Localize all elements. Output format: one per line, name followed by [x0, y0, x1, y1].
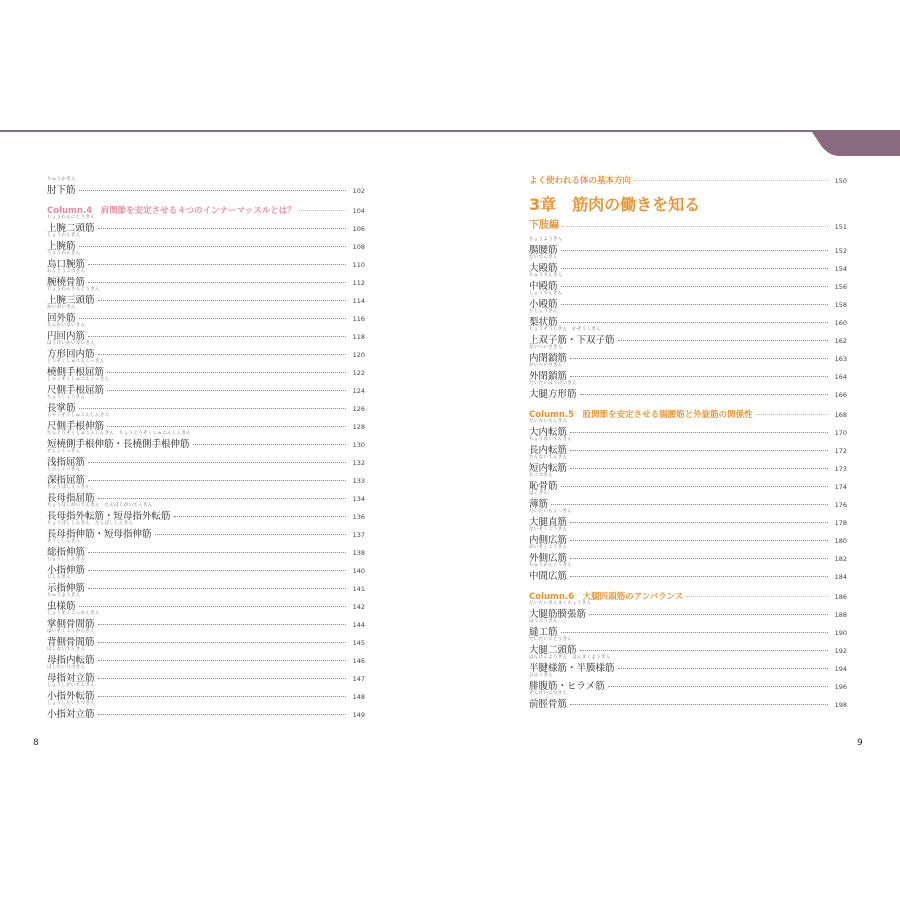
toc-entry[interactable] — [47, 360, 365, 378]
dot-leader — [98, 660, 346, 661]
toc-column-entry[interactable] — [529, 400, 847, 420]
toc-entry[interactable] — [47, 666, 365, 684]
entry-page-number: 148 — [352, 692, 365, 701]
toc-entry[interactable] — [47, 234, 365, 252]
furigana: ちょうぼしくっきん — [47, 485, 91, 490]
entry-title: 大腿二頭筋 — [529, 644, 577, 656]
toc-entry[interactable] — [47, 612, 365, 630]
dot-leader — [88, 264, 346, 265]
dot-leader — [79, 606, 346, 607]
toc-entry[interactable] — [47, 450, 365, 468]
toc-entry[interactable] — [529, 638, 847, 656]
entry-page-number: 141 — [352, 584, 365, 593]
entry-page-number: 140 — [352, 566, 365, 575]
entry-page-number: 170 — [834, 428, 847, 437]
entry-page-number: 138 — [352, 548, 365, 557]
dot-leader — [79, 246, 346, 247]
entry-page-number: 152 — [834, 246, 847, 255]
furigana: だいたいほうけいきん — [529, 381, 577, 386]
furigana: ちょうないてんきん — [529, 437, 573, 442]
furigana: しょうししんきん — [47, 557, 86, 562]
entry-title: 母指内転筋 — [47, 654, 95, 666]
entry-page-number: 149 — [352, 710, 365, 719]
entry-title: 浅指屈筋 — [47, 456, 86, 468]
toc-entry[interactable] — [529, 346, 847, 364]
dot-leader — [589, 614, 828, 615]
entry-title: 上腕三頭筋 — [47, 294, 95, 306]
furigana: はいそくこっかんきん — [47, 629, 95, 634]
furigana: がいそくこうきん — [529, 545, 568, 550]
toc-entry[interactable] — [47, 540, 365, 558]
furigana: ちょうぼししんきん たんぼししんきん — [47, 521, 134, 526]
toc-entry[interactable] — [47, 576, 365, 594]
entry-page-number: 180 — [834, 536, 847, 545]
entry-title: 大腿方形筋 — [529, 388, 577, 400]
toc-entry[interactable] — [47, 594, 365, 612]
toc-entry[interactable] — [47, 504, 365, 522]
toc-entry[interactable] — [529, 492, 847, 510]
furigana: ちょうぼしがいてんきん たんぼしがいてんきん — [47, 503, 153, 508]
entry-title: 短橈側手根伸筋・長橈側手根伸筋 — [47, 438, 190, 450]
dot-leader — [107, 426, 346, 427]
dot-leader — [88, 552, 346, 553]
entry-page-number: 120 — [352, 350, 365, 359]
toc-entry[interactable] — [47, 342, 365, 360]
dot-leader — [88, 462, 346, 463]
entry-title: 尺側手根屈筋 — [47, 384, 105, 396]
entry-page-number: 166 — [834, 390, 847, 399]
dot-leader — [686, 596, 828, 597]
toc-entry[interactable] — [47, 288, 365, 306]
entry-page-number: 156 — [834, 282, 847, 291]
entry-title: 尺側手根伸筋 — [47, 420, 105, 432]
entry-page-number: 142 — [352, 602, 365, 611]
dot-leader — [608, 686, 828, 687]
furigana: ないへいさきん — [529, 345, 563, 350]
furigana: だいないてんきん — [529, 419, 568, 424]
entry-title: 中殿筋 — [529, 280, 558, 292]
furigana: えんかいないきん — [47, 323, 86, 328]
entry-page-number: 104 — [352, 206, 365, 215]
dot-leader — [561, 304, 828, 305]
toc-entry[interactable] — [47, 630, 365, 648]
toc-entry[interactable] — [529, 456, 847, 474]
toc-entry[interactable] — [529, 564, 847, 582]
toc-entry[interactable] — [529, 546, 847, 564]
entry-title: 長掌筋 — [47, 402, 76, 414]
furigana: しょうしたいりつきん — [47, 701, 95, 706]
toc-entry[interactable] — [529, 692, 847, 710]
dot-leader — [570, 704, 828, 705]
furigana: とうそくしゅこんくっきん — [47, 359, 105, 364]
entry-page-number: 147 — [352, 674, 365, 683]
dot-leader — [570, 558, 828, 559]
dot-leader — [570, 468, 828, 469]
furigana: だいたいちょっきん — [529, 509, 573, 514]
entry-page-number: 114 — [352, 296, 365, 305]
entry-title: 内側広筋 — [529, 534, 568, 546]
dot-leader — [570, 540, 828, 541]
dot-leader — [174, 516, 346, 517]
furigana: ちこつきん — [529, 473, 553, 478]
entry-title: 縫工筋 — [529, 626, 558, 638]
dot-leader — [561, 250, 828, 251]
toc-entry[interactable] — [529, 382, 847, 400]
dot-leader — [580, 650, 828, 651]
furigana: だいでんきん — [529, 255, 558, 260]
dot-leader — [107, 390, 346, 391]
dot-leader — [561, 486, 828, 487]
entry-page-number: 126 — [352, 404, 365, 413]
dot-leader — [618, 340, 828, 341]
toc-entry[interactable] — [47, 306, 365, 324]
dot-leader — [88, 282, 346, 283]
entry-title: 橈側手根屈筋 — [47, 366, 105, 378]
page-number-right: 9 — [857, 738, 863, 748]
furigana: じょうわんさんとうきん — [47, 287, 100, 292]
toc-entry[interactable] — [529, 310, 847, 328]
dot-leader — [561, 268, 828, 269]
entry-page-number: 162 — [834, 336, 847, 345]
dot-leader — [193, 444, 346, 445]
dot-leader — [570, 576, 828, 577]
furigana: しょうしがいてんきん — [47, 683, 95, 688]
entry-title: 梨状筋 — [529, 316, 558, 328]
furigana: ないそくこうきん — [529, 527, 568, 532]
entry-page-number: 192 — [834, 646, 847, 655]
entry-title: 上双子筋・下双子筋 — [529, 334, 615, 346]
entry-page-number: 168 — [834, 410, 847, 419]
entry-title: Column.6 大腿四頭筋のアンバランス — [529, 591, 684, 602]
entry-page-number: 178 — [834, 518, 847, 527]
entry-title: 半腱様筋・半膜様筋 — [529, 662, 615, 674]
furigana: そうししんきん — [47, 539, 81, 544]
toc-entry[interactable] — [47, 468, 365, 486]
entry-page-number: 133 — [352, 476, 365, 485]
furigana: たんないてんきん — [529, 455, 568, 460]
toc-entry[interactable] — [47, 396, 365, 414]
toc-entry[interactable] — [47, 522, 365, 540]
dot-leader — [107, 372, 346, 373]
furigana: ちょうようきん — [529, 237, 563, 242]
entry-title: 肘下筋 — [47, 184, 76, 196]
entry-page-number: 196 — [834, 682, 847, 691]
toc-entry[interactable] — [529, 328, 847, 346]
dot-leader — [561, 286, 828, 287]
toc-entry[interactable] — [529, 420, 847, 438]
toc-entry[interactable] — [529, 528, 847, 546]
furigana: はくきん — [529, 491, 549, 496]
entry-page-number: 172 — [834, 446, 847, 455]
entry-title: 長母指外転筋・短母指外転筋 — [47, 510, 171, 522]
entry-page-number: 146 — [352, 656, 365, 665]
toc-entry[interactable] — [529, 602, 847, 620]
furigana: じょうそうしきん かそうしきん — [529, 327, 601, 332]
toc-entry-body-directions[interactable]: よく使われる体の基本方向 150 — [529, 175, 847, 186]
dot-leader — [88, 480, 346, 481]
furigana: たんとうそくしゅこんしんきん ちょうとうそくしゅこんしんきん — [47, 431, 191, 436]
toc-entry-lower-limb[interactable]: 下肢編 151 — [529, 220, 847, 231]
entry-title: 大殿筋 — [529, 262, 558, 274]
entry-title: 前脛骨筋 — [529, 698, 568, 710]
furigana: ちゅうかんこうきん — [529, 563, 573, 568]
entry-title: 恥骨筋 — [529, 480, 558, 492]
toc-entry[interactable] — [47, 216, 365, 234]
furigana: ぼしたいりつきん — [47, 665, 86, 670]
toc-entry[interactable] — [529, 620, 847, 638]
toc-entry[interactable] — [47, 270, 365, 288]
entry-page-number: 106 — [352, 224, 365, 233]
entry-page-number: 108 — [352, 242, 365, 251]
entry-page-number: 176 — [834, 500, 847, 509]
furigana: うこうわんきん — [47, 251, 81, 256]
dot-leader — [561, 322, 828, 323]
dot-leader — [570, 522, 828, 523]
dot-leader — [618, 668, 828, 669]
furigana: がいへいさきん — [529, 363, 563, 368]
entry-title: 小指伸筋 — [47, 564, 86, 576]
dot-leader — [570, 432, 828, 433]
entry-title: 母指対立筋 — [47, 672, 95, 684]
entry-title: 大内転筋 — [529, 426, 568, 438]
entry-title: 上腕筋 — [47, 240, 76, 252]
dot-leader — [634, 180, 828, 181]
toc-entry[interactable] — [47, 378, 365, 396]
entry-page-number: 122 — [352, 368, 365, 377]
toc-entry[interactable] — [529, 438, 847, 456]
entry-title: 大腿筋膜張筋 — [529, 608, 587, 620]
entry-page-number: 136 — [352, 512, 365, 521]
toc-entry[interactable] — [47, 324, 365, 342]
entry-page-number: 132 — [352, 458, 365, 467]
toc-right-column — [529, 175, 847, 710]
dot-leader — [98, 678, 346, 679]
entry-title: 内閉鎖筋 — [529, 352, 568, 364]
entry-title: 中間広筋 — [529, 570, 568, 582]
toc-right-entries — [529, 238, 847, 710]
toc-entry[interactable] — [529, 474, 847, 492]
entry-page-number: 163 — [834, 354, 847, 363]
furigana: ぼしないてんきん — [47, 647, 86, 652]
toc-column-entry[interactable] — [529, 582, 847, 602]
toc-entry[interactable] — [47, 252, 365, 270]
entry-page-number: 198 — [834, 700, 847, 709]
entry-title: 烏口腕筋 — [47, 258, 86, 270]
entry-title: 虫様筋 — [47, 600, 76, 612]
entry-title: 回外筋 — [47, 312, 76, 324]
dot-leader — [79, 408, 346, 409]
furigana: ちょうしょうきん — [47, 395, 86, 400]
entry-page-number: 144 — [352, 620, 365, 629]
entry-title: 小指対立筋 — [47, 708, 95, 720]
dot-leader — [98, 696, 346, 697]
dot-leader — [562, 226, 828, 227]
dot-leader — [98, 498, 346, 499]
dot-leader — [570, 358, 828, 359]
furigana: せんしくっきん — [47, 449, 81, 454]
dot-leader — [299, 210, 346, 211]
entry-title: 薄筋 — [529, 498, 549, 510]
toc-entry[interactable] — [47, 178, 365, 196]
entry-page-number: 174 — [834, 482, 847, 491]
entry-page-number: 130 — [352, 440, 365, 449]
toc-entry[interactable] — [529, 674, 847, 692]
furigana: わんとうこつきん — [47, 269, 86, 274]
entry-page-number: 164 — [834, 372, 847, 381]
entry-title: 小殿筋 — [529, 298, 558, 310]
entry-title: 腓腹筋・ヒラメ筋 — [529, 680, 605, 692]
entry-title: 掌側骨間筋 — [47, 618, 95, 630]
furigana: りゅうかきん — [47, 177, 76, 182]
entry-page-number: 137 — [352, 530, 365, 539]
entry-title: 円回内筋 — [47, 330, 86, 342]
dot-leader — [98, 228, 346, 229]
furigana: だいたいきんまくちょうきん — [529, 601, 592, 606]
dot-leader — [79, 318, 346, 319]
entry-page-number: 190 — [834, 628, 847, 637]
furigana: ほうこうきん — [529, 619, 558, 624]
entry-title: 方形回内筋 — [47, 348, 95, 360]
toc-entry[interactable] — [529, 292, 847, 310]
entry-page-number: 160 — [834, 318, 847, 327]
entry-page-number: 124 — [352, 386, 365, 395]
dot-leader — [88, 570, 346, 571]
entry-title: 背側骨間筋 — [47, 636, 95, 648]
furigana: しょうでんきん — [529, 291, 563, 296]
entry-page-number: 145 — [352, 638, 365, 647]
dot-leader — [570, 376, 828, 377]
entry-page-number: 184 — [834, 572, 847, 581]
toc-entry[interactable] — [529, 256, 847, 274]
furigana: しゃくそくしゅこんしんきん — [47, 413, 110, 418]
dot-leader — [98, 624, 346, 625]
dot-leader — [98, 300, 346, 301]
entry-page-number: 102 — [352, 186, 365, 195]
toc-entry[interactable] — [47, 648, 365, 666]
entry-title: 外閉鎖筋 — [529, 370, 568, 382]
furigana: しょうそくこっかんきん — [47, 611, 100, 616]
entry-title: 長内転筋 — [529, 444, 568, 456]
entry-page-number: 188 — [834, 610, 847, 619]
entry-title: Column.5 股関節を安定させる腸腰筋と外旋筋の関係性 — [529, 409, 753, 420]
dot-leader — [756, 414, 828, 415]
furigana: りじょうきん — [529, 309, 558, 314]
toc-entry[interactable] — [47, 558, 365, 576]
entry-page-number: 110 — [352, 260, 365, 269]
furigana: じょうわんにとうきん — [47, 215, 95, 220]
dot-leader — [155, 534, 346, 535]
furigana: ぜんけいこつきん — [529, 691, 568, 696]
entry-title: 短内転筋 — [529, 462, 568, 474]
toc-entry[interactable] — [529, 364, 847, 382]
entry-page-number: 182 — [834, 554, 847, 563]
entry-page-number: 112 — [352, 278, 365, 287]
entry-page-number: 118 — [352, 332, 365, 341]
furigana: じょうわんきん — [47, 233, 81, 238]
dot-leader — [551, 504, 828, 505]
entry-title: 上腕二頭筋 — [47, 222, 95, 234]
entry-page-number: 134 — [352, 494, 365, 503]
furigana: ちゅうようきん — [47, 593, 81, 598]
entry-page-number: 173 — [834, 464, 847, 473]
dot-leader — [98, 642, 346, 643]
entry-title: 腸腰筋 — [529, 244, 558, 256]
entry-title: 大腿直筋 — [529, 516, 568, 528]
dot-leader — [88, 588, 346, 589]
page-number-left: 8 — [33, 738, 39, 748]
furigana: しんしくっきん — [47, 467, 81, 472]
entry-title: 長母指屈筋 — [47, 492, 95, 504]
entry-title: Column.4 肩関節を安定させる４つのインナーマッスルとは？ — [47, 205, 296, 216]
furigana: だいたいにとうきん — [529, 637, 573, 642]
entry-title: 総指伸筋 — [47, 546, 86, 558]
toc-entry[interactable] — [47, 684, 365, 702]
toc-entry[interactable] — [47, 702, 365, 720]
entry-page-number: 194 — [834, 664, 847, 673]
chapter-title: 3章 筋肉の働きを知る — [529, 195, 701, 214]
dot-leader — [580, 394, 828, 395]
furigana: ひふくきん — [529, 673, 553, 678]
entry-page-number: 158 — [834, 300, 847, 309]
furigana: ちゅうでんきん — [529, 273, 563, 278]
entry-title: 腕橈骨筋 — [47, 276, 86, 288]
furigana: かいがいきん — [47, 305, 76, 310]
toc-entry[interactable] — [47, 432, 365, 450]
entry-title: 外側広筋 — [529, 552, 568, 564]
toc-entry[interactable] — [529, 238, 847, 256]
toc-entry[interactable] — [529, 656, 847, 674]
furigana: じしんきん — [47, 575, 71, 580]
furigana: ほうけいかいないきん — [47, 341, 95, 346]
entry-title: 長母指伸筋・短母指伸筋 — [47, 528, 152, 540]
header-band — [0, 130, 900, 156]
dot-leader — [79, 190, 346, 191]
toc-entry[interactable] — [529, 274, 847, 292]
toc-left-column — [47, 178, 365, 720]
toc-entry[interactable] — [529, 510, 847, 528]
dot-leader — [570, 450, 828, 451]
dot-leader — [561, 632, 828, 633]
toc-entry[interactable] — [47, 414, 365, 432]
entry-title: 深指屈筋 — [47, 474, 86, 486]
toc-entry[interactable] — [47, 486, 365, 504]
furigana: しゃくそくしゅこんくっきん — [47, 377, 110, 382]
dot-leader — [88, 336, 346, 337]
furigana: はんけんようきん はんまくようきん — [529, 655, 611, 660]
dot-leader — [98, 714, 346, 715]
entry-title: 小指外転筋 — [47, 690, 95, 702]
toc-column-entry[interactable] — [47, 196, 365, 216]
entry-page-number: 154 — [834, 264, 847, 273]
entry-title: 示指伸筋 — [47, 582, 86, 594]
dot-leader — [98, 354, 346, 355]
entry-page-number: 128 — [352, 422, 365, 431]
entry-page-number: 186 — [834, 592, 847, 601]
entry-page-number: 116 — [352, 314, 365, 323]
